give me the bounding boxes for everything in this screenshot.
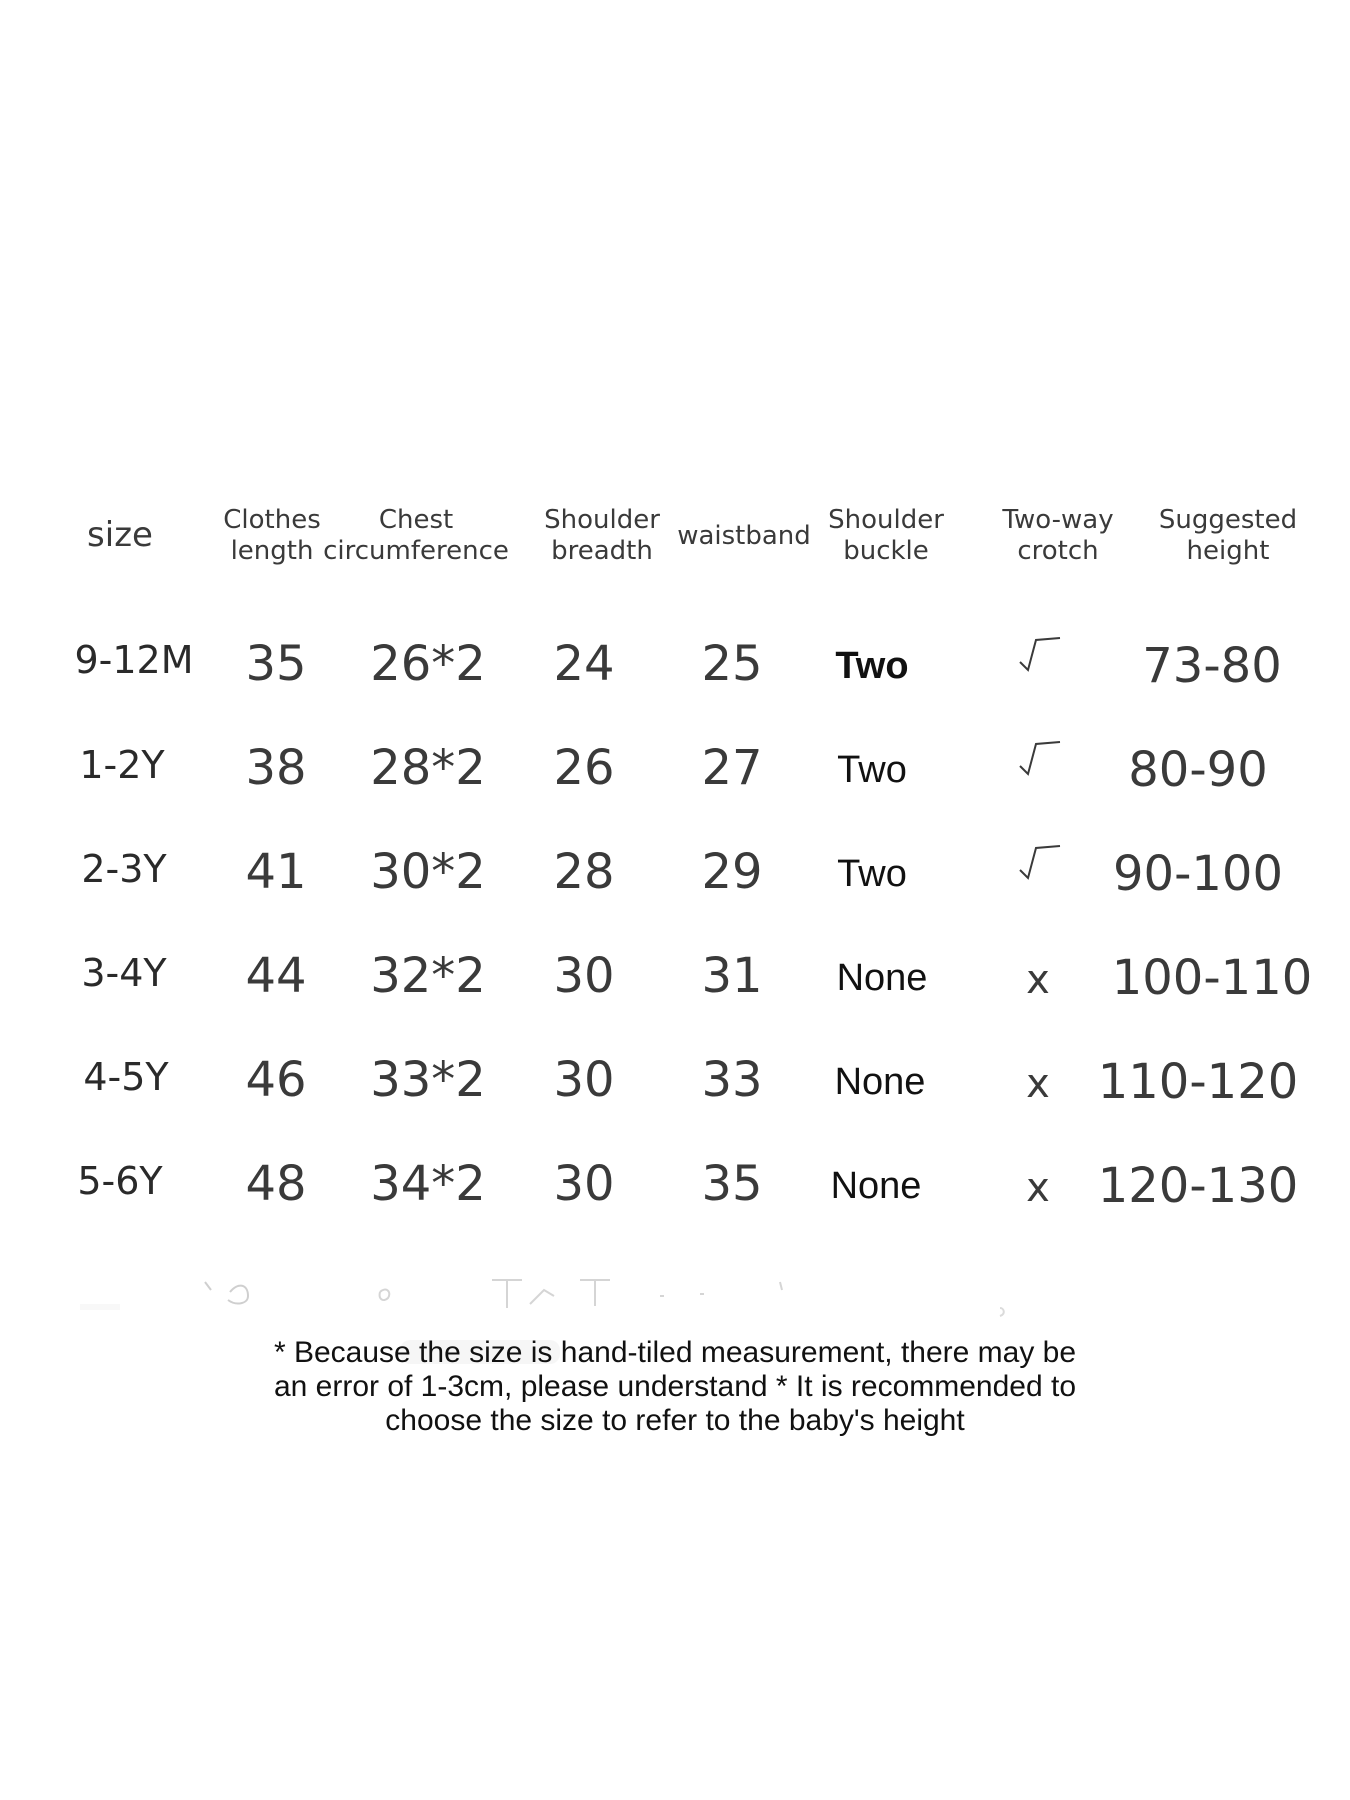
row-shoulder: 26	[553, 740, 615, 796]
header-size: size	[87, 515, 153, 555]
row-suggested-height: 73-80	[1142, 638, 1282, 694]
row-suggested-height: 90-100	[1112, 846, 1284, 902]
row-shoulder: 30	[553, 948, 615, 1004]
row-chest: 32*2	[370, 948, 486, 1004]
note-line: * Because the size is hand-tiled measurement, there may be	[273, 1336, 1077, 1369]
row-shoulder-buckle: None	[836, 957, 928, 999]
row-clothes-length: 41	[245, 844, 307, 900]
row-chest: 30*2	[370, 844, 486, 900]
row-suggested-height: 120-130	[1097, 1158, 1299, 1214]
row-crotch-x: x	[1026, 1165, 1050, 1211]
header-shoulder-breadth: Shoulder breadth	[544, 505, 660, 566]
row-crotch-check	[1018, 740, 1062, 799]
header-suggested-height: Suggested height	[1158, 505, 1298, 566]
row-crotch-check	[1018, 636, 1062, 695]
row-shoulder: 28	[553, 844, 615, 900]
header-two-way-crotch: Two-way crotch	[1002, 505, 1114, 566]
row-size: 3-4Y	[81, 951, 167, 995]
row-shoulder-buckle: Two	[837, 749, 907, 791]
row-waistband: 31	[701, 948, 763, 1004]
row-crotch-x: x	[1026, 957, 1050, 1003]
row-clothes-length: 38	[245, 740, 307, 796]
row-waistband: 25	[701, 636, 763, 692]
row-size: 2-3Y	[81, 847, 167, 891]
row-chest: 34*2	[370, 1156, 486, 1212]
row-clothes-length: 48	[245, 1156, 307, 1212]
row-chest: 26*2	[370, 636, 486, 692]
row-waistband: 35	[701, 1156, 763, 1212]
row-size: 4-5Y	[83, 1055, 169, 1099]
row-waistband: 27	[701, 740, 763, 796]
row-crotch-check	[1018, 844, 1062, 903]
row-crotch-x: x	[1026, 1061, 1050, 1107]
check-icon	[1018, 844, 1062, 888]
row-shoulder-buckle: Two	[835, 645, 909, 687]
header-shoulder-buckle: Shoulder buckle	[828, 505, 944, 566]
row-shoulder: 30	[553, 1156, 615, 1212]
row-shoulder-buckle: None	[830, 1165, 922, 1207]
row-suggested-height: 80-90	[1128, 742, 1268, 798]
row-suggested-height: 110-120	[1097, 1054, 1299, 1110]
row-shoulder-buckle: Two	[837, 853, 907, 895]
header-chest-circumference: Chest circumference	[323, 505, 509, 566]
header-clothes-length: Clothes length	[223, 505, 321, 566]
measurement-note	[175, 1336, 1175, 1438]
check-icon	[1018, 740, 1062, 784]
row-shoulder: 30	[553, 1052, 615, 1108]
row-clothes-length: 46	[245, 1052, 307, 1108]
row-shoulder: 24	[553, 636, 615, 692]
row-clothes-length: 44	[245, 948, 307, 1004]
row-shoulder-buckle: None	[834, 1061, 926, 1103]
row-waistband: 33	[701, 1052, 763, 1108]
row-chest: 28*2	[370, 740, 486, 796]
row-clothes-length: 35	[245, 636, 307, 692]
row-size: 9-12M	[74, 638, 194, 682]
header-waistband: waistband	[677, 521, 811, 551]
note-line: choose the size to refer to the baby's height	[385, 1404, 965, 1437]
row-size: 5-6Y	[77, 1159, 163, 1203]
check-icon	[1018, 636, 1062, 680]
row-chest: 33*2	[370, 1052, 486, 1108]
row-suggested-height: 100-110	[1111, 950, 1313, 1006]
row-size: 1-2Y	[79, 743, 165, 787]
row-waistband: 29	[701, 844, 763, 900]
note-line: an error of 1-3cm, please understand * It is recommended to	[273, 1370, 1077, 1403]
